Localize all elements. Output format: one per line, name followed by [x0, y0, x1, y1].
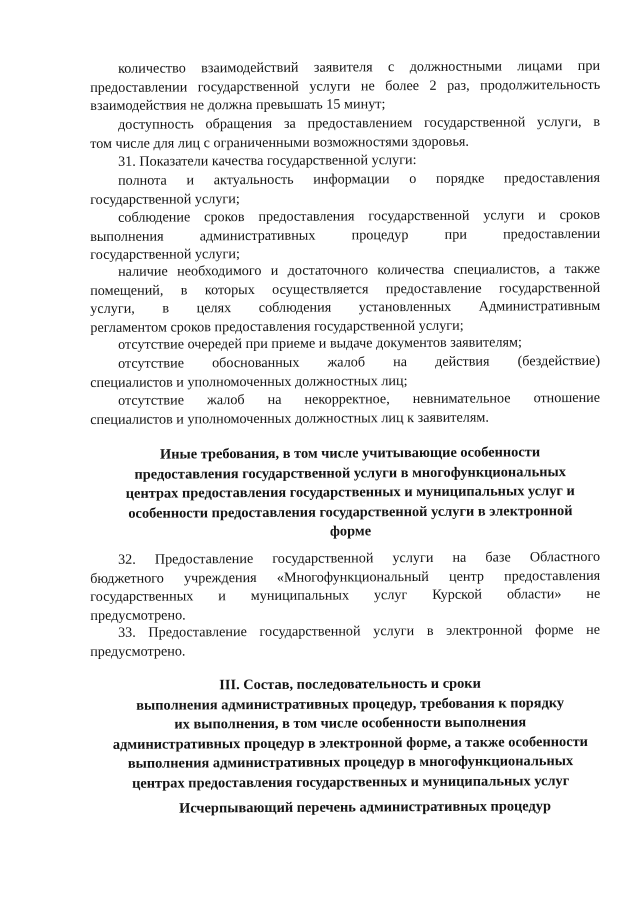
- paragraph-no-queues: [90, 333, 600, 355]
- heading-line: Иные требования, в том числе учитывающие особенности: [159, 444, 541, 463]
- text-line: государственной услуги;: [90, 190, 240, 208]
- text-line: 31. Показатели качества государственной услуги:: [118, 152, 417, 170]
- text-line: специалистов и уполномоченных должностных лиц к заявителям.: [90, 409, 489, 428]
- text-line: услуги, в целях соблюдения установленных Административным: [90, 298, 601, 318]
- text-line: отсутствие обоснованных жалоб на действия (бездействие): [118, 352, 601, 372]
- paragraph-no-justified-complaints: [90, 352, 600, 392]
- paragraph-interaction-count: [90, 57, 600, 116]
- text-line: доступность обращения за предоставлением государственной услуги, в: [118, 113, 601, 133]
- paragraph-accessibility: [90, 113, 600, 153]
- heading-line: Исчерпывающий перечень административных процедур: [179, 798, 552, 817]
- text-line: взаимодействия не должна превышать 15 минут;: [90, 96, 386, 115]
- heading-line: их выполнения, в том числе особенности выполнения: [174, 714, 527, 733]
- text-line: помещений, в которых осуществляется предоставление государственной: [90, 279, 601, 299]
- text-line: полнота и актуальность информации о порядке предоставления: [118, 169, 601, 189]
- heading-line: центрах предоставления государственных и муниципальных услуг: [132, 772, 570, 792]
- paragraph-33: [90, 621, 600, 661]
- text-line: предоставлении государственной услуги не более 2 раз, продолжительность: [90, 76, 601, 96]
- text-line: соблюдение сроков предоставления государственной услуги и сроков: [118, 206, 601, 226]
- text-line: выполнения административных процедур при предоставлении: [90, 225, 601, 245]
- text-line: отсутствие очередей при приеме и выдаче документов заявителям;: [118, 334, 523, 353]
- text-line: специалистов и уполномоченных должностных лиц;: [90, 372, 408, 391]
- subheading-procedures-list: [110, 797, 620, 820]
- text-line: государственных и муниципальных услуг Курской области» не: [90, 586, 601, 606]
- heading-line: особенности предоставления государственной услуги в электронной: [128, 502, 573, 522]
- text-line: 33. Предоставление государственной услуги в электронной форме не: [118, 621, 601, 641]
- heading-line: выполнения административных процедур, требования к порядку: [136, 694, 565, 714]
- paragraph-no-incorrect-attitude: [90, 389, 600, 429]
- heading-line: III. Состав, последовательность и сроки: [219, 675, 481, 694]
- heading-line: выполнения административных процедур в многофункциональных: [127, 753, 574, 772]
- paragraph-deadlines: [90, 206, 600, 265]
- text-line: наличие необходимого и достаточного количества специалистов, а также: [118, 260, 601, 280]
- text-line: количество взаимодействий заявителя с должностными лицами при: [118, 57, 601, 77]
- text-line: предусмотрено.: [90, 607, 186, 624]
- section-heading-iii: [95, 674, 606, 794]
- text-line: том числе для лиц с ограниченными возможностями здоровья.: [90, 133, 470, 152]
- paragraph-completeness: [90, 169, 600, 209]
- paragraph-32: [90, 548, 600, 625]
- text-line: государственной услуги;: [90, 246, 240, 264]
- heading-line: предоставления государственной услуги в многофункциональных: [134, 463, 566, 483]
- heading-line: форме: [329, 523, 372, 540]
- paragraph-31: [90, 150, 600, 172]
- heading-line: административных процедур в электронной форме, а также особенности: [112, 733, 588, 753]
- text-line: предусмотрено.: [90, 643, 186, 660]
- heading-line: центрах предоставления государственных и муниципальных услуг и: [125, 483, 575, 502]
- paragraph-specialists: [90, 260, 600, 337]
- text-line: отсутствие жалоб на некорректное, невнимательное отношение: [118, 389, 601, 409]
- text-line: регламентом сроков предоставления государственной услуги;: [90, 317, 464, 336]
- text-line: 32. Предоставление государственной услуги на базе Областного: [118, 548, 601, 568]
- text-line: бюджетного учреждения «Многофункциональный центр предоставления: [90, 567, 601, 587]
- section-heading-other-requirements: [95, 443, 606, 544]
